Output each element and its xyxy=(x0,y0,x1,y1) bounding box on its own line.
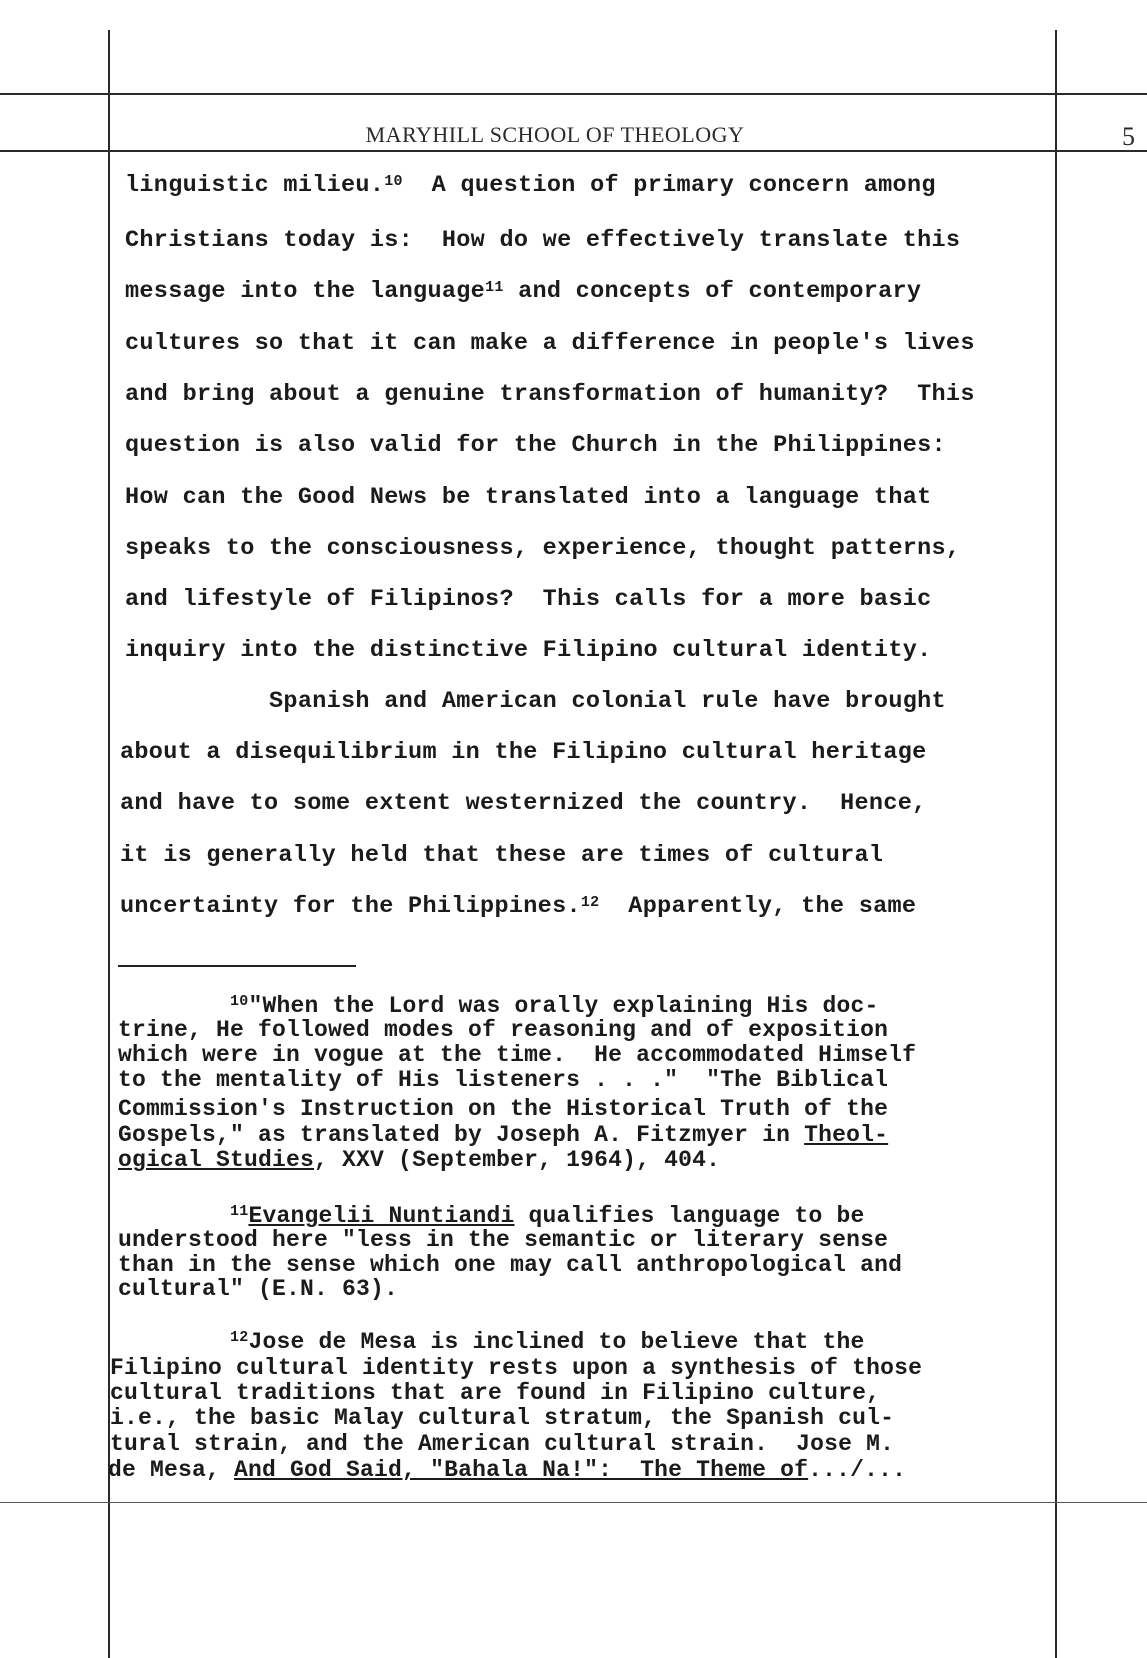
body-line-9: and lifestyle of Filipinos? This calls for a more basic xyxy=(125,586,932,613)
footnote-11-line-4: cultural" (E.N. 63). xyxy=(118,1276,399,1302)
footnote-12-line-2: Filipino cultural identity rests upon a synthesis of those xyxy=(110,1355,923,1381)
body-line-11: Spanish and American colonial rule have brought xyxy=(125,688,946,715)
footnote-10-line-6: Gospels," as translated by Joseph A. Fitzmyer in Theol- xyxy=(118,1122,889,1148)
footnote-12-line-4: i.e., the basic Malay cultural stratum, the Spanish cul- xyxy=(110,1405,895,1431)
body-line-6: question is also valid for the Church in the Philippines: xyxy=(125,432,946,459)
footnote-12-line-1: $^{12}$Jose de Mesa is inclined to believe that the xyxy=(230,1329,865,1355)
footnote-10-mark: 10 xyxy=(230,993,249,1010)
body-line-8: speaks to the consciousness, experience, thought patterns, xyxy=(125,535,961,562)
footnote-ref-11: 11 xyxy=(485,279,504,296)
footnote-10-line-7: ogical Studies, XXV (September, 1964), 404. xyxy=(118,1147,721,1173)
footnote-10-line-1: $^{10}$"When the Lord was orally explaining His doc- xyxy=(230,993,879,1019)
body-line-13: and have to some extent westernized the country. Hence, xyxy=(120,790,927,817)
book-title: And God Said, "Bahala Na!": The Theme of xyxy=(234,1457,809,1483)
footnote-12-line-3: cultural traditions that are found in Filipino culture, xyxy=(110,1380,881,1406)
body-line-15: uncertainty for the Philippines.$^{12}$ Apparently, the same xyxy=(120,893,917,920)
footnote-10-line-2: trine, He followed modes of reasoning and of exposition xyxy=(118,1017,889,1043)
footnote-ref-12: 12 xyxy=(580,894,600,911)
right-margin-rule xyxy=(1055,30,1057,1658)
bottom-rule xyxy=(0,1502,1147,1503)
body-line-12: about a disequilibrium in the Filipino cultural heritage xyxy=(120,739,927,766)
body-line-14: it is generally held that these are times of cultural xyxy=(120,842,884,869)
page-title: MARYHILL SCHOOL OF THEOLOGY xyxy=(365,122,745,147)
footnote-10-line-3: which were in vogue at the time. He accommodated Himself xyxy=(118,1042,917,1068)
footnote-10-line-4: to the mentality of His listeners . . ." "The Biblical xyxy=(118,1067,889,1093)
page-number: 5 xyxy=(1122,122,1135,151)
journal-title: Theol- xyxy=(804,1122,889,1148)
footnote-ref-10: 10 xyxy=(384,173,403,190)
body-line-4: cultures so that it can make a difference in people's lives xyxy=(125,330,975,357)
footnote-11-line-3: than in the sense which one may call anthropological and xyxy=(118,1252,903,1278)
footnote-12-line-6: de Mesa, And God Said, "Bahala Na!": The Theme of.../... xyxy=(108,1457,907,1483)
footnote-11-line-1: $^{11}$Evangelii Nuntiandi qualifies language to be xyxy=(230,1203,865,1229)
top-rule xyxy=(0,93,1147,95)
footnote-11-line-2: understood here "less in the semantic or literary sense xyxy=(118,1227,889,1253)
header-rule xyxy=(0,150,1147,152)
body-line-7: How can the Good News be translated into a language that xyxy=(125,484,932,511)
footnote-12-mark: 12 xyxy=(230,1329,249,1346)
body-line-10: inquiry into the distinctive Filipino cultural identity. xyxy=(125,637,932,664)
footnote-11-mark: 11 xyxy=(230,1203,249,1220)
body-line-1: linguistic milieu.$^{10}$ A question of primary concern among xyxy=(125,172,936,199)
continuation-mark: .../... xyxy=(808,1457,907,1483)
footnote-12-line-5: tural strain, and the American cultural strain. Jose M. xyxy=(110,1431,895,1457)
document-title: Evangelii Nuntiandi xyxy=(248,1203,515,1229)
footnote-10-line-5: Commission's Instruction on the Historical Truth of the xyxy=(118,1096,889,1122)
journal-title-cont: ogical Studies xyxy=(118,1147,315,1173)
body-line-2: Christians today is: How do we effectively translate this xyxy=(125,227,961,254)
body-line-5: and bring about a genuine transformation of humanity? This xyxy=(125,381,975,408)
body-line-3: message into the language$^{11}$ and concepts of contemporary xyxy=(125,278,922,305)
footnote-separator xyxy=(118,965,356,967)
